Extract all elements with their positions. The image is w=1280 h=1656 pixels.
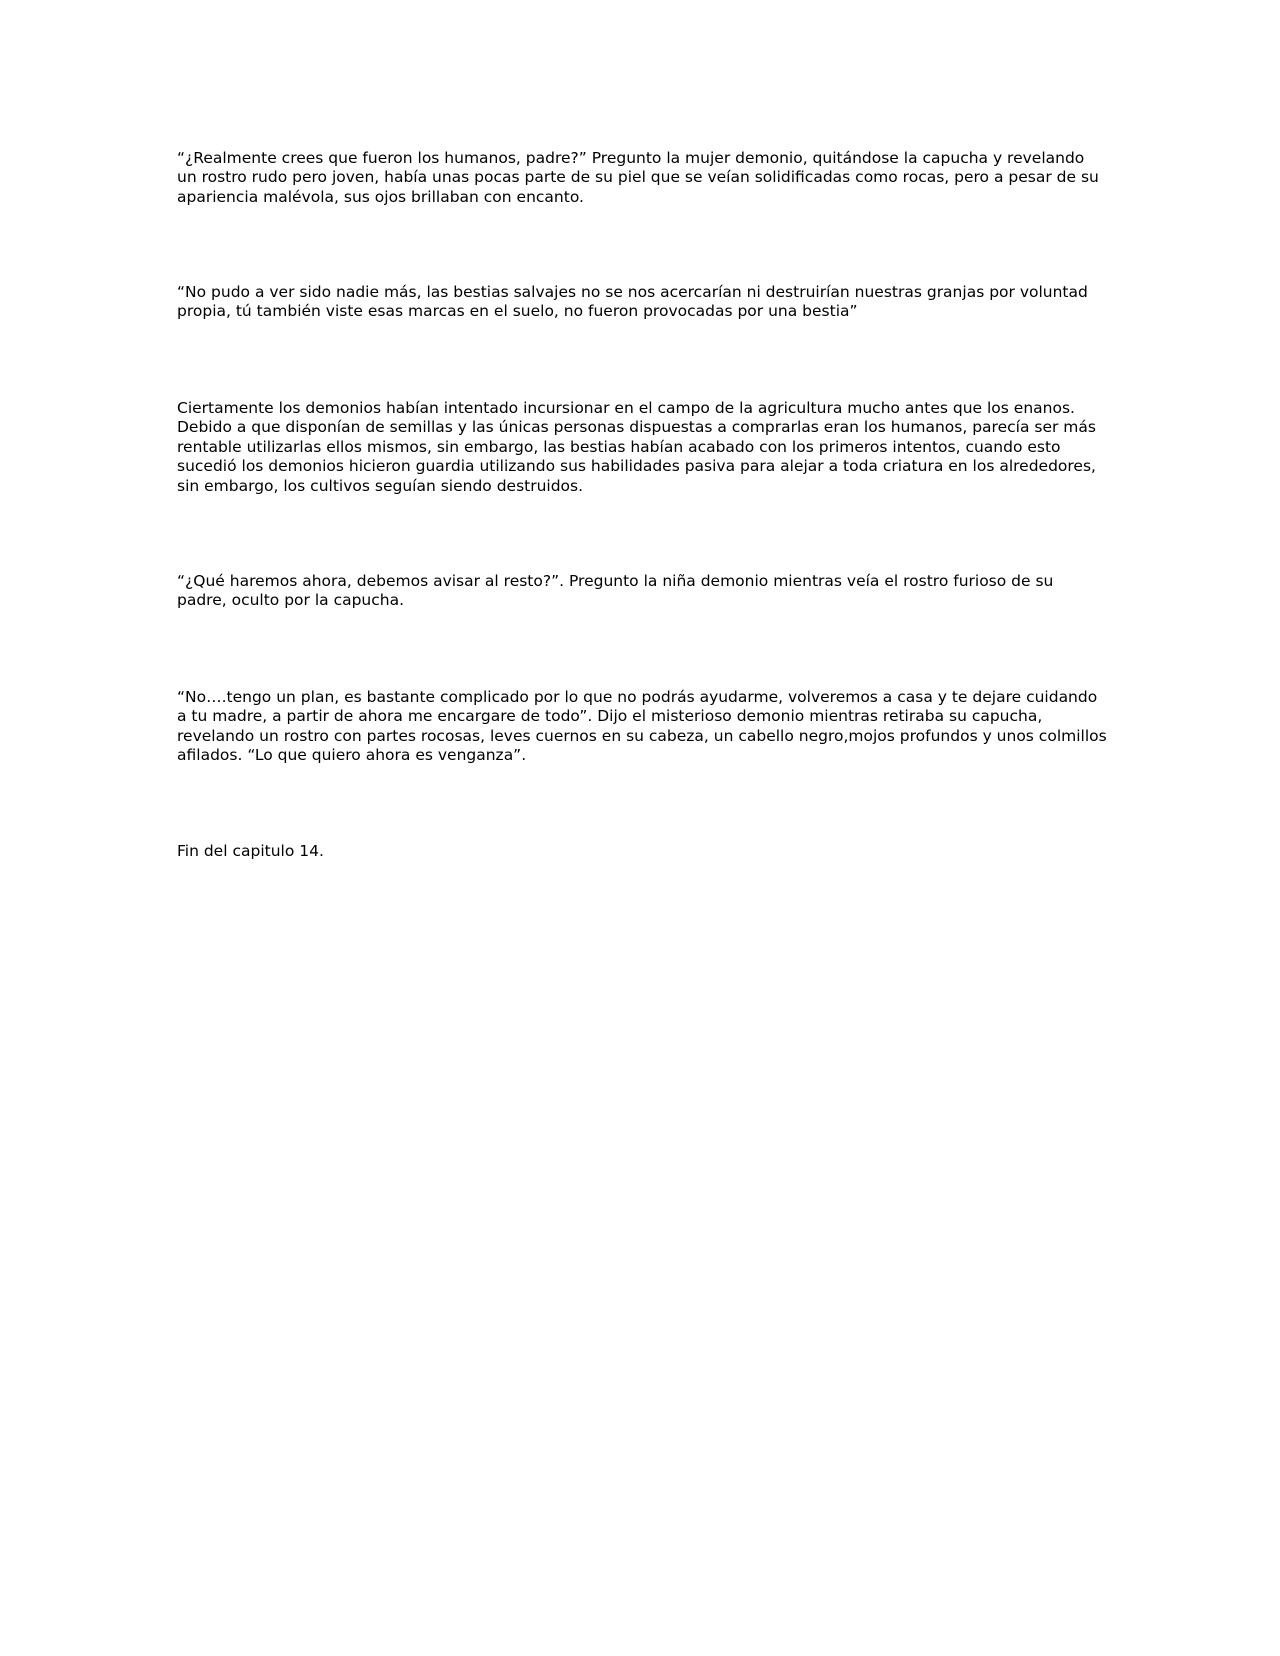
paragraph-narration: Ciertamente los demonios habían intentado incursionar en el campo de la agricultura mucho antes que los enanos. Debido a que disponían de semillas y las únicas personas dispuestas a comprarlas eran los humanos, parecía ser más rentable utilizarlas ellos mismos, sin embargo, las bestias habían acabado con los primeros intentos, cuando esto sucedió los demonios hicieron guardia utilizando sus habilidades pasiva para alejar a toda criatura en los alrededores, sin embargo, los cultivos seguían siendo destruidos. — [177, 399, 1096, 495]
paragraph-dialogue-4: “No….tengo un plan, es bastante complicado por lo que no podrás ayudarme, volveremos a casa y te dejare cuidando a tu madre, a partir de ahora me encargare de todo”. Dijo el misterioso demonio mientras retiraba su capucha, revelando un rostro con partes rocosas, leves cuernos en su cabeza, un cabello negro,mojos profundos y unos colmillos afilados. “Lo que quiero ahora es venganza”. — [177, 688, 1107, 765]
paragraph-dialogue-2: “No pudo a ver sido nadie más, las bestias salvajes no se nos acercarían ni destruirían nuestras granjas por voluntad propia, tú también viste esas marcas en el suelo, no fueron provocadas por una bestia” — [177, 283, 1088, 321]
paragraph-dialogue-3: “¿Qué haremos ahora, debemos avisar al resto?”. Pregunto la niña demonio mientras veía el rostro furioso de su padre, oculto por la capucha. — [177, 572, 1054, 610]
chapter-end-note: Fin del capitulo 14. — [177, 842, 324, 860]
paragraph-dialogue-1: “¿Realmente crees que fueron los humanos, padre?” Pregunto la mujer demonio, quitándose la capucha y revelando un rostro rudo pero joven, había unas pocas parte de su piel que se veían solidificadas como rocas, pero a pesar de su apariencia malévola, sus ojos brillaban con encanto. — [177, 149, 1099, 206]
